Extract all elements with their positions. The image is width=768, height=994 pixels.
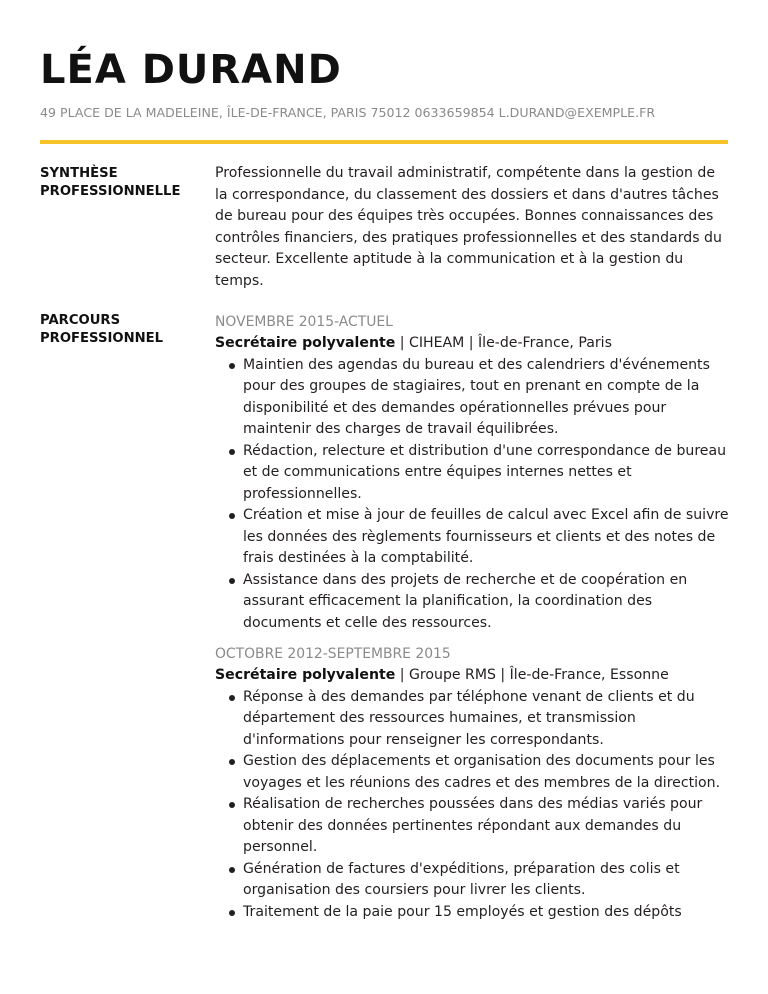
- job-bullet: [243, 751, 730, 794]
- job-bullet: [243, 902, 730, 924]
- job-entry: [215, 644, 730, 923]
- summary-label-line-2: PROFESSIONNELLE: [40, 184, 181, 199]
- job-entry: [215, 312, 730, 634]
- job-heading: [215, 333, 730, 355]
- job-bullet-text: Réalisation de recherches poussées dans des médias variés pour obtenir des données pertinentes répondant aux demandes du personnel.: [243, 796, 703, 855]
- summary-section-label: [40, 165, 200, 201]
- candidate-name: LÉA DURAND: [40, 47, 342, 93]
- bullet-dot-icon: [229, 867, 235, 873]
- experience-label-line-2: PROFESSIONNEL: [40, 331, 164, 346]
- job-bullet-list: [215, 355, 730, 635]
- job-title: Secrétaire polyvalente: [215, 667, 396, 683]
- bullet-dot-icon: [229, 695, 235, 701]
- bullet-dot-icon: [229, 513, 235, 519]
- bullet-dot-icon: [229, 449, 235, 455]
- bullet-dot-icon: [229, 910, 235, 916]
- job-bullet-text: Réponse à des demandes par téléphone venant de clients et du département des ressources humaines, et transmission d'informations pour renseigner les correspondants.: [243, 688, 695, 748]
- job-bullet: [243, 505, 730, 570]
- job-bullet-text: Gestion des déplacements et organisation des documents pour les voyages et les réunions des cadres et des membres de la direction.: [243, 753, 721, 791]
- summary-text: Professionnelle du travail administratif, compétente dans la gestion de la correspondance, du classement des dossiers et dans d'autres tâches de bureau pour des équipes très occupées. Bonnes connaissances des contrôles financiers, des pratiques professionnelles et des standards du secteur. Excellente aptitude à la communication et à la gestion du temps.: [215, 165, 722, 289]
- bullet-dot-icon: [229, 578, 235, 584]
- job-bullet: [243, 687, 730, 752]
- accent-divider: [40, 140, 728, 144]
- experience-section-label: [40, 312, 200, 348]
- job-bullet: [243, 859, 730, 902]
- job-bullet: [243, 355, 730, 441]
- bullet-dot-icon: [229, 802, 235, 808]
- job-bullet-text: Traitement de la paie pour 15 employés et gestion des dépôts: [243, 903, 682, 920]
- job-bullet-list: [215, 687, 730, 924]
- job-company-location: | CIHEAM | Île-de-France, Paris: [395, 335, 612, 351]
- bullet-dot-icon: [229, 363, 235, 369]
- job-dates: OCTOBRE 2012-SEPTEMBRE 2015: [215, 646, 451, 662]
- job-bullet: [243, 570, 730, 635]
- job-bullet-text: Génération de factures d'expéditions, préparation des colis et organisation des coursiers pour livrer les clients.: [243, 860, 680, 898]
- job-bullet: [243, 441, 730, 506]
- job-bullet-text: Création et mise à jour de feuilles de calcul avec Excel afin de suivre les données des règlements fournisseurs et clients et des notes de frais destinées à la comptabilité.: [243, 507, 729, 566]
- job-bullet-text: Maintien des agendas du bureau et des calendriers d'événements pour des groupes de stagiaires, tout en prenant en compte de la disponibilité et des demandes opérationnelles prévues pour maintenir des charges de travail équilibrées.: [243, 356, 710, 437]
- summary-label-line-1: SYNTHÈSE: [40, 166, 118, 181]
- experience-list: [215, 312, 730, 933]
- job-company-location: | Groupe RMS | Île-de-France, Essonne: [395, 667, 669, 683]
- contact-line: 49 PLACE DE LA MADELEINE, ÎLE-DE-FRANCE, PARIS 75012 0633659854 L.DURAND@EXEMPLE.FR: [40, 105, 656, 120]
- job-heading: [215, 665, 730, 687]
- bullet-dot-icon: [229, 759, 235, 765]
- job-bullet-text: Assistance dans des projets de recherche et de coopération en assurant efficacement la planification, la coordination des documents et celle des ressources.: [243, 571, 688, 631]
- job-bullet-text: Rédaction, relecture et distribution d'une correspondance de bureau et de communications entre équipes internes nettes et professionnelles.: [243, 442, 727, 502]
- job-title: Secrétaire polyvalente: [215, 335, 396, 351]
- job-dates: NOVEMBRE 2015-ACTUEL: [215, 314, 393, 330]
- experience-label-line-1: PARCOURS: [40, 313, 121, 328]
- job-bullet: [243, 794, 730, 859]
